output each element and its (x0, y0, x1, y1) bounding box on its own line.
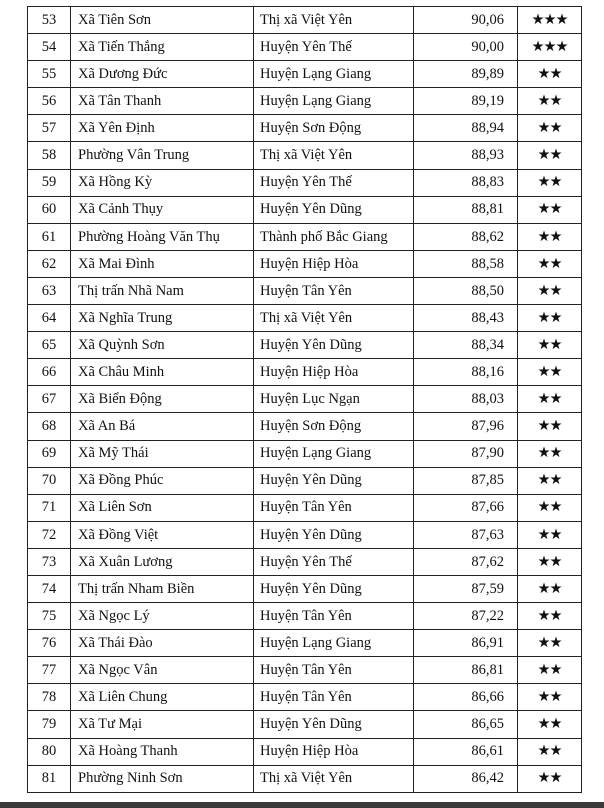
row-number-cell: 78 (28, 684, 71, 711)
commune-name-cell: Xã Hoàng Thanh (71, 738, 254, 765)
row-number-cell: 75 (28, 603, 71, 630)
score-cell: 86,61 (414, 738, 518, 765)
district-cell: Huyện Tân Yên (254, 684, 414, 711)
commune-name-cell: Xã Mỹ Thái (71, 440, 254, 467)
district-cell: Thị xã Việt Yên (254, 765, 414, 792)
table-row (28, 61, 582, 88)
star-rating-cell: ★★ (518, 657, 582, 684)
score-cell: 88,34 (414, 332, 518, 359)
star-rating-cell: ★★ (518, 223, 582, 250)
table-row (28, 142, 582, 169)
star-rating-cell: ★★ (518, 386, 582, 413)
score-cell: 87,85 (414, 467, 518, 494)
row-number-cell: 76 (28, 630, 71, 657)
row-number-cell: 54 (28, 34, 71, 61)
row-number-cell: 81 (28, 765, 71, 792)
star-rating-cell: ★★ (518, 88, 582, 115)
star-rating-cell: ★★★ (518, 34, 582, 61)
row-number-cell: 79 (28, 711, 71, 738)
table-row (28, 548, 582, 575)
table-row (28, 575, 582, 602)
row-number-cell: 65 (28, 332, 71, 359)
district-cell: Thị xã Việt Yên (254, 7, 414, 34)
district-cell: Thị xã Việt Yên (254, 142, 414, 169)
commune-name-cell: Xã Liên Sơn (71, 494, 254, 521)
star-rating-cell: ★★ (518, 630, 582, 657)
district-cell: Huyện Yên Dũng (254, 332, 414, 359)
commune-name-cell: Xã An Bá (71, 413, 254, 440)
table-row (28, 34, 582, 61)
commune-name-cell: Xã Dương Đức (71, 61, 254, 88)
commune-name-cell: Xã Yên Định (71, 115, 254, 142)
table-row (28, 277, 582, 304)
commune-name-cell: Xã Tiên Sơn (71, 7, 254, 34)
star-rating-cell: ★★ (518, 277, 582, 304)
table-row (28, 223, 582, 250)
score-cell: 87,90 (414, 440, 518, 467)
ranking-table (27, 6, 582, 793)
row-number-cell: 70 (28, 467, 71, 494)
star-rating-cell: ★★ (518, 603, 582, 630)
district-cell: Huyện Sơn Động (254, 413, 414, 440)
district-cell: Thị xã Việt Yên (254, 305, 414, 332)
score-cell: 88,94 (414, 115, 518, 142)
row-number-cell: 63 (28, 277, 71, 304)
commune-name-cell: Xã Tư Mại (71, 711, 254, 738)
commune-name-cell: Thị trấn Nham Biền (71, 575, 254, 602)
table-row (28, 738, 582, 765)
table-row (28, 440, 582, 467)
score-cell: 89,19 (414, 88, 518, 115)
table-row (28, 196, 582, 223)
score-cell: 87,66 (414, 494, 518, 521)
district-cell: Huyện Lạng Giang (254, 630, 414, 657)
row-number-cell: 74 (28, 575, 71, 602)
score-cell: 90,06 (414, 7, 518, 34)
score-cell: 88,03 (414, 386, 518, 413)
table-row (28, 88, 582, 115)
row-number-cell: 68 (28, 413, 71, 440)
district-cell: Huyện Tân Yên (254, 277, 414, 304)
star-rating-cell: ★★ (518, 521, 582, 548)
score-cell: 86,42 (414, 765, 518, 792)
score-cell: 88,83 (414, 169, 518, 196)
commune-name-cell: Xã Tiến Thắng (71, 34, 254, 61)
table-row (28, 115, 582, 142)
table-row (28, 413, 582, 440)
score-cell: 87,63 (414, 521, 518, 548)
score-cell: 89,89 (414, 61, 518, 88)
commune-name-cell: Phường Vân Trung (71, 142, 254, 169)
bottom-edge-bar (0, 802, 604, 808)
table-row (28, 305, 582, 332)
table-row (28, 7, 582, 34)
score-cell: 86,81 (414, 657, 518, 684)
district-cell: Huyện Lục Ngạn (254, 386, 414, 413)
district-cell: Huyện Tân Yên (254, 603, 414, 630)
score-cell: 87,62 (414, 548, 518, 575)
row-number-cell: 60 (28, 196, 71, 223)
district-cell: Huyện Yên Thế (254, 548, 414, 575)
commune-name-cell: Xã Châu Minh (71, 359, 254, 386)
district-cell: Huyện Lạng Giang (254, 61, 414, 88)
commune-name-cell: Xã Hồng Kỳ (71, 169, 254, 196)
commune-name-cell: Xã Mai Đình (71, 250, 254, 277)
district-cell: Huyện Yên Dũng (254, 711, 414, 738)
district-cell: Huyện Sơn Động (254, 115, 414, 142)
star-rating-cell: ★★ (518, 494, 582, 521)
row-number-cell: 58 (28, 142, 71, 169)
row-number-cell: 72 (28, 521, 71, 548)
star-rating-cell: ★★ (518, 359, 582, 386)
star-rating-cell: ★★ (518, 250, 582, 277)
star-rating-cell: ★★ (518, 684, 582, 711)
score-cell: 87,96 (414, 413, 518, 440)
star-rating-cell: ★★ (518, 169, 582, 196)
row-number-cell: 67 (28, 386, 71, 413)
table-row (28, 521, 582, 548)
commune-name-cell: Xã Tân Thanh (71, 88, 254, 115)
table-row (28, 332, 582, 359)
star-rating-cell: ★★ (518, 196, 582, 223)
score-cell: 88,50 (414, 277, 518, 304)
district-cell: Huyện Tân Yên (254, 657, 414, 684)
table-row (28, 359, 582, 386)
table-row (28, 684, 582, 711)
score-cell: 90,00 (414, 34, 518, 61)
commune-name-cell: Xã Liên Chung (71, 684, 254, 711)
row-number-cell: 57 (28, 115, 71, 142)
commune-name-cell: Xã Xuân Lương (71, 548, 254, 575)
row-number-cell: 69 (28, 440, 71, 467)
score-cell: 86,91 (414, 630, 518, 657)
district-cell: Huyện Yên Dũng (254, 521, 414, 548)
district-cell: Huyện Yên Thế (254, 169, 414, 196)
commune-name-cell: Xã Ngọc Lý (71, 603, 254, 630)
star-rating-cell: ★★ (518, 575, 582, 602)
commune-name-cell: Xã Cảnh Thụy (71, 196, 254, 223)
row-number-cell: 80 (28, 738, 71, 765)
table-row (28, 711, 582, 738)
star-rating-cell: ★★ (518, 738, 582, 765)
ranking-table-body (28, 7, 582, 793)
score-cell: 88,62 (414, 223, 518, 250)
star-rating-cell: ★★ (518, 61, 582, 88)
commune-name-cell: Xã Thái Đào (71, 630, 254, 657)
district-cell: Thành phố Bắc Giang (254, 223, 414, 250)
star-rating-cell: ★★ (518, 142, 582, 169)
score-cell: 88,58 (414, 250, 518, 277)
district-cell: Huyện Lạng Giang (254, 88, 414, 115)
row-number-cell: 66 (28, 359, 71, 386)
district-cell: Huyện Lạng Giang (254, 440, 414, 467)
star-rating-cell: ★★ (518, 305, 582, 332)
table-row (28, 467, 582, 494)
commune-name-cell: Phường Ninh Sơn (71, 765, 254, 792)
score-cell: 88,16 (414, 359, 518, 386)
district-cell: Huyện Tân Yên (254, 494, 414, 521)
commune-name-cell: Xã Nghĩa Trung (71, 305, 254, 332)
commune-name-cell: Xã Đồng Phúc (71, 467, 254, 494)
row-number-cell: 53 (28, 7, 71, 34)
star-rating-cell: ★★ (518, 467, 582, 494)
score-cell: 88,81 (414, 196, 518, 223)
score-cell: 87,59 (414, 575, 518, 602)
commune-name-cell: Thị trấn Nhã Nam (71, 277, 254, 304)
star-rating-cell: ★★ (518, 413, 582, 440)
star-rating-cell: ★★ (518, 115, 582, 142)
district-cell: Huyện Hiệp Hòa (254, 738, 414, 765)
table-row (28, 494, 582, 521)
district-cell: Huyện Yên Thế (254, 34, 414, 61)
table-row (28, 765, 582, 792)
star-rating-cell: ★★ (518, 548, 582, 575)
row-number-cell: 73 (28, 548, 71, 575)
score-cell: 88,93 (414, 142, 518, 169)
row-number-cell: 59 (28, 169, 71, 196)
row-number-cell: 71 (28, 494, 71, 521)
district-cell: Huyện Yên Dũng (254, 575, 414, 602)
row-number-cell: 56 (28, 88, 71, 115)
star-rating-cell: ★★ (518, 765, 582, 792)
row-number-cell: 61 (28, 223, 71, 250)
score-cell: 88,43 (414, 305, 518, 332)
row-number-cell: 64 (28, 305, 71, 332)
score-cell: 86,66 (414, 684, 518, 711)
table-row (28, 603, 582, 630)
table-row (28, 630, 582, 657)
row-number-cell: 77 (28, 657, 71, 684)
star-rating-cell: ★★ (518, 711, 582, 738)
district-cell: Huyện Hiệp Hòa (254, 359, 414, 386)
row-number-cell: 62 (28, 250, 71, 277)
score-cell: 87,22 (414, 603, 518, 630)
district-cell: Huyện Hiệp Hòa (254, 250, 414, 277)
commune-name-cell: Phường Hoàng Văn Thụ (71, 223, 254, 250)
district-cell: Huyện Yên Dũng (254, 196, 414, 223)
table-row (28, 657, 582, 684)
district-cell: Huyện Yên Dũng (254, 467, 414, 494)
star-rating-cell: ★★ (518, 440, 582, 467)
commune-name-cell: Xã Quỳnh Sơn (71, 332, 254, 359)
table-row (28, 250, 582, 277)
star-rating-cell: ★★ (518, 332, 582, 359)
row-number-cell: 55 (28, 61, 71, 88)
table-row (28, 169, 582, 196)
score-cell: 86,65 (414, 711, 518, 738)
commune-name-cell: Xã Biển Động (71, 386, 254, 413)
commune-name-cell: Xã Đồng Việt (71, 521, 254, 548)
table-row (28, 386, 582, 413)
star-rating-cell: ★★★ (518, 7, 582, 34)
commune-name-cell: Xã Ngọc Vân (71, 657, 254, 684)
